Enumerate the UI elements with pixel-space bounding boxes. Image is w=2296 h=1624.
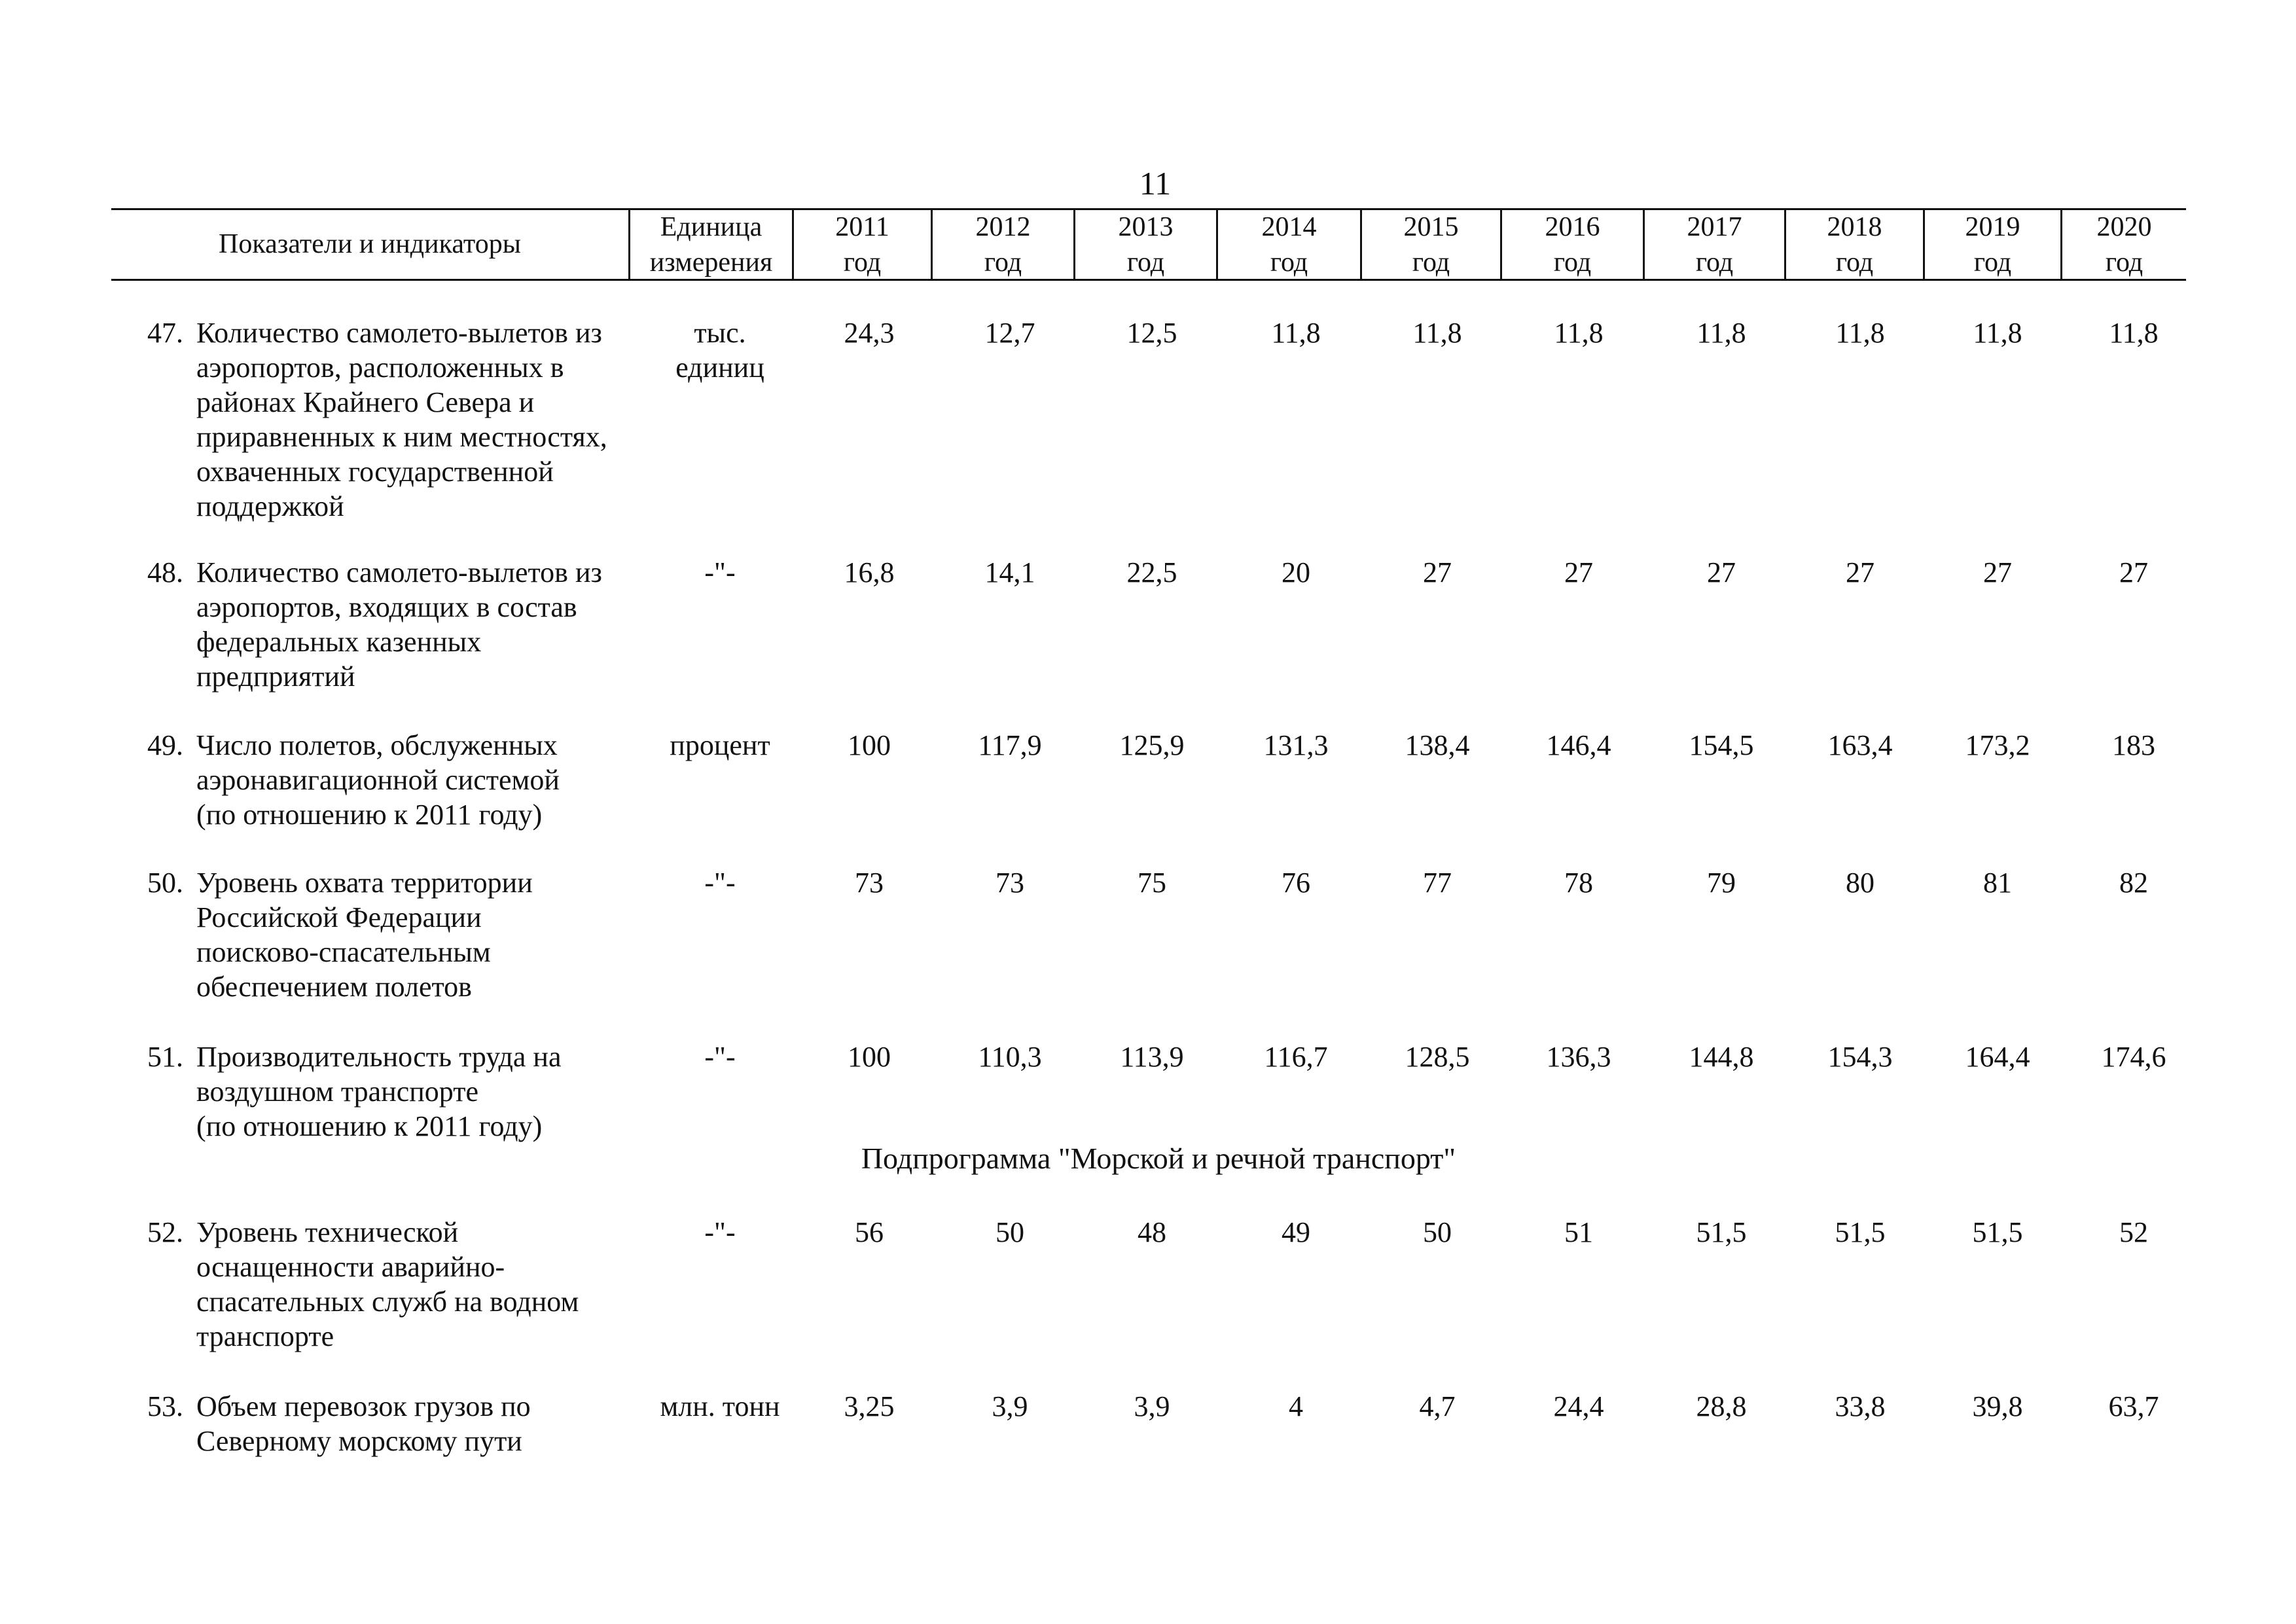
row-number: 52. <box>147 1216 183 1248</box>
row-value: 128,5 <box>1405 1041 1470 1073</box>
row-label-line: (по отношению к 2011 году) <box>196 799 543 831</box>
row-label-line: Объем перевозок грузов по <box>196 1390 531 1422</box>
row-value: 27 <box>1846 556 1874 588</box>
row-value: 146,4 <box>1546 729 1611 761</box>
row-value: 20 <box>1282 556 1310 588</box>
header-year-suffix: год <box>1695 247 1734 278</box>
header-year-suffix: год <box>1835 247 1874 278</box>
row-value: 81 <box>1983 867 2012 899</box>
row-value: 11,8 <box>1271 317 1321 349</box>
row-value: 63,7 <box>2108 1390 2159 1422</box>
header-year <box>1786 209 1923 280</box>
header-unit <box>630 209 792 280</box>
row-value: 11,8 <box>1835 317 1885 349</box>
row-label-line: предприятий <box>196 660 355 693</box>
header-year <box>1925 209 2060 280</box>
row-number: 53. <box>147 1390 183 1422</box>
row-value: 56 <box>855 1216 884 1248</box>
row-value: 136,3 <box>1546 1041 1611 1073</box>
header-year-suffix: год <box>843 247 882 278</box>
row-unit <box>628 728 812 763</box>
row-unit <box>628 865 812 900</box>
row-value: 154,5 <box>1689 729 1754 761</box>
page-number: 11 <box>1139 165 1172 202</box>
header-unit-line1: Единица <box>660 212 762 242</box>
row-unit-line: -"- <box>704 867 736 899</box>
header-year-suffix: год <box>984 247 1022 278</box>
row-unit <box>628 1389 812 1424</box>
header-year-value: 2012 <box>975 212 1031 242</box>
header-year <box>933 209 1073 280</box>
subprogram-title: Подпрограмма "Морской и речной транспорт" <box>861 1142 1456 1175</box>
row-label-line: (по отношению к 2011 году) <box>196 1110 543 1142</box>
row-value: 27 <box>1564 556 1593 588</box>
row-label <box>196 316 648 524</box>
row-value: 76 <box>1282 867 1310 899</box>
row-value: 3,25 <box>844 1390 895 1422</box>
row-value: 79 <box>1707 867 1736 899</box>
header-unit-line2: измерения <box>649 247 773 278</box>
row-value: 11,8 <box>1554 317 1604 349</box>
header-year <box>1362 209 1500 280</box>
row-label <box>196 1039 648 1144</box>
row-value: 11,8 <box>1696 317 1746 349</box>
row-label-line: транспорте <box>196 1320 334 1352</box>
header-year-value: 2014 <box>1261 212 1317 242</box>
row-label-line: Количество самолето-вылетов из <box>196 556 602 588</box>
row-label-line: аэропортов, входящих в состав <box>196 591 577 623</box>
row-number: 49. <box>147 729 183 761</box>
row-value: 174,6 <box>2101 1041 2166 1073</box>
header-year-suffix: год <box>1553 247 1592 278</box>
row-value: 77 <box>1423 867 1452 899</box>
row-unit-line: млн. тонн <box>660 1390 780 1422</box>
row-value: 113,9 <box>1120 1041 1184 1073</box>
row-value: 33,8 <box>1835 1390 1886 1422</box>
row-value: 51,5 <box>1696 1216 1747 1248</box>
header-year-value: 2017 <box>1687 212 1742 242</box>
row-value: 110,3 <box>978 1041 1042 1073</box>
row-value: 100 <box>848 1041 891 1073</box>
row-unit <box>628 316 812 385</box>
header-year-value: 2020 <box>2096 212 2152 242</box>
row-value: 3,9 <box>992 1390 1028 1422</box>
row-value: 163,4 <box>1827 729 1893 761</box>
row-value: 24,3 <box>844 317 895 349</box>
row-label <box>196 728 648 832</box>
row-label-line: Российской Федерации <box>196 901 482 933</box>
row-value: 4 <box>1289 1390 1303 1422</box>
row-unit-line: процент <box>670 729 770 761</box>
row-value: 51 <box>1564 1216 1593 1248</box>
row-value: 28,8 <box>1696 1390 1747 1422</box>
header-year-value: 2018 <box>1827 212 1882 242</box>
row-label-line: спасательных служб на водном <box>196 1286 579 1318</box>
row-unit-line: единиц <box>675 352 764 384</box>
row-value: 100 <box>848 729 891 761</box>
row-label-line: Уровень охвата территории <box>196 867 533 899</box>
row-value: 183 <box>2112 729 2155 761</box>
row-value: 80 <box>1846 867 1874 899</box>
row-label-line: аэропортов, расположенных в <box>196 352 564 384</box>
header-year-suffix: год <box>2105 247 2144 278</box>
row-value: 22,5 <box>1126 556 1177 588</box>
row-value: 50 <box>1423 1216 1452 1248</box>
header-year <box>1502 209 1643 280</box>
row-value: 27 <box>1707 556 1736 588</box>
row-label-line: Количество самолето-вылетов из <box>196 317 602 349</box>
row-value: 51,5 <box>1972 1216 2023 1248</box>
header-year-suffix: год <box>1270 247 1308 278</box>
row-value: 14,1 <box>984 556 1035 588</box>
header-year <box>794 209 931 280</box>
row-unit <box>628 1215 812 1250</box>
row-number: 48. <box>147 556 183 588</box>
row-value: 75 <box>1138 867 1166 899</box>
header-year-value: 2019 <box>1965 212 2020 242</box>
row-label-line: воздушном транспорте <box>196 1075 478 1108</box>
row-label <box>196 1215 648 1354</box>
row-unit-line: тыс. <box>694 317 746 349</box>
row-value: 11,8 <box>2109 317 2159 349</box>
row-value: 173,2 <box>1965 729 2030 761</box>
row-value: 27 <box>1983 556 2012 588</box>
row-value: 73 <box>855 867 884 899</box>
row-value: 4,7 <box>1419 1390 1456 1422</box>
row-unit-line: -"- <box>704 1041 736 1073</box>
row-unit <box>628 555 812 590</box>
row-label-line: Северному морскому пути <box>196 1425 522 1457</box>
row-value: 39,8 <box>1972 1390 2023 1422</box>
row-value: 16,8 <box>844 556 895 588</box>
header-year-suffix: год <box>1126 247 1165 278</box>
row-value: 11,8 <box>1412 317 1462 349</box>
row-value: 117,9 <box>978 729 1042 761</box>
row-number: 50. <box>147 867 183 899</box>
row-label <box>196 555 648 694</box>
row-value: 48 <box>1138 1216 1166 1248</box>
row-label-line: районах Крайнего Севера и <box>196 386 535 418</box>
header-year <box>1075 209 1216 280</box>
row-unit <box>628 1039 812 1074</box>
row-value: 131,3 <box>1263 729 1329 761</box>
row-value: 138,4 <box>1405 729 1470 761</box>
row-value: 73 <box>996 867 1024 899</box>
row-value: 12,5 <box>1126 317 1177 349</box>
header-year-value: 2013 <box>1118 212 1174 242</box>
header-indicator: Показатели и индикаторы <box>219 229 521 259</box>
row-label-line: поддержкой <box>196 490 344 522</box>
row-value: 12,7 <box>984 317 1035 349</box>
row-value: 50 <box>996 1216 1024 1248</box>
row-value: 116,7 <box>1264 1041 1328 1073</box>
header-year-suffix: год <box>1973 247 2012 278</box>
row-value: 11,8 <box>1973 317 2022 349</box>
header-year-suffix: год <box>1412 247 1450 278</box>
row-number: 51. <box>147 1041 183 1073</box>
row-value: 3,9 <box>1134 1390 1170 1422</box>
row-label <box>196 1389 648 1458</box>
header-year-value: 2011 <box>835 212 889 242</box>
row-value: 154,3 <box>1827 1041 1893 1073</box>
row-unit-line: -"- <box>704 556 736 588</box>
row-value: 27 <box>2119 556 2148 588</box>
row-label-line: Производительность труда на <box>196 1041 562 1073</box>
header-year <box>1645 209 1784 280</box>
row-label <box>196 865 648 1004</box>
row-value: 27 <box>1423 556 1452 588</box>
row-value: 78 <box>1564 867 1593 899</box>
row-value: 24,4 <box>1553 1390 1604 1422</box>
row-label-line: Число полетов, обслуженных <box>196 729 558 761</box>
row-value: 51,5 <box>1835 1216 1886 1248</box>
row-label-line: аэронавигационной системой <box>196 764 560 796</box>
row-unit-line: -"- <box>704 1216 736 1248</box>
header-year <box>2062 209 2186 280</box>
row-value: 144,8 <box>1689 1041 1754 1073</box>
row-value: 49 <box>1282 1216 1310 1248</box>
header-year <box>1218 209 1360 280</box>
row-label-line: обеспечением полетов <box>196 971 472 1003</box>
row-value: 125,9 <box>1119 729 1185 761</box>
row-value: 52 <box>2119 1216 2148 1248</box>
row-label-line: поисково-спасательным <box>196 936 491 968</box>
row-label-line: приравненных к ним местностях, <box>196 421 607 453</box>
header-year-value: 2016 <box>1545 212 1600 242</box>
row-label-line: оснащенности аварийно- <box>196 1251 505 1283</box>
row-value: 82 <box>2119 867 2148 899</box>
header-year-value: 2015 <box>1403 212 1459 242</box>
row-label-line: федеральных казенных <box>196 626 482 658</box>
row-number: 47. <box>147 317 183 349</box>
row-label-line: Уровень технической <box>196 1216 459 1248</box>
row-label-line: охваченных государственной <box>196 456 554 488</box>
row-value: 164,4 <box>1965 1041 2030 1073</box>
